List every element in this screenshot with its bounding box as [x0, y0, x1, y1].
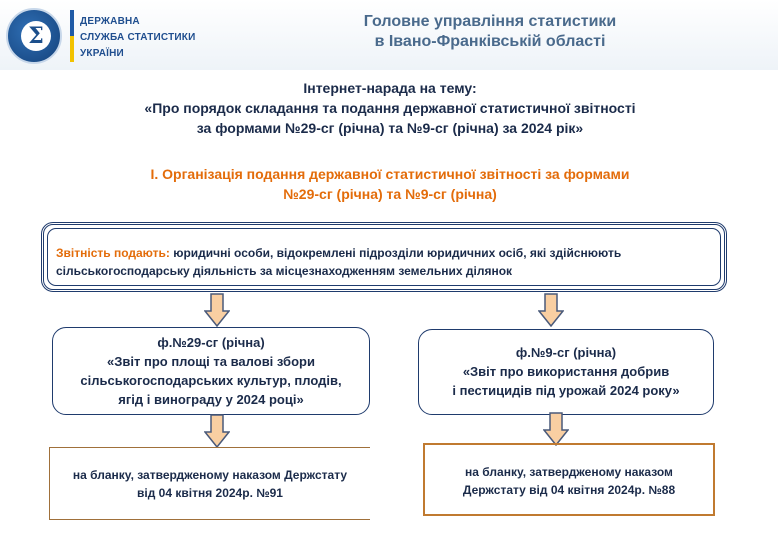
blank-29-line: на бланку, затвердженому наказом Держстату — [72, 468, 348, 482]
meeting-topic-line: «Про порядок складання та подання державної статистичної звітності — [144, 100, 636, 116]
form-29-box — [52, 327, 370, 415]
agency-line: ДЕРЖАВНА — [80, 16, 140, 27]
section-heading-line: І. Організація подання державної статистичної звітності за формами — [150, 166, 630, 182]
form-9-line: і пестицидів під урожай 2024 року» — [452, 383, 680, 398]
agency-name — [80, 14, 196, 62]
reporters-text: юридичні особи, відокремлені підрозділи юридичних осіб, які здійснюють сільськогосподарську діяльність за місцезнаходженням земельних ділянок — [56, 246, 622, 278]
reporters-label: Звітність подають: — [56, 246, 170, 260]
form-29-line: ф.№29-сг (річна) — [157, 335, 265, 350]
agency-line: СЛУЖБА СТАТИСТИКИ — [80, 32, 196, 43]
header-title — [300, 12, 680, 52]
header-banner — [0, 0, 778, 70]
blank-29-line: від 04 квітня 2024р. №91 — [137, 486, 283, 500]
form-29-line: «Звіт про площі та валові збори — [107, 354, 315, 369]
down-arrow-icon — [204, 293, 230, 327]
blank-29-box — [49, 447, 370, 520]
blank-9-line: на бланку, затвердженому наказом — [465, 465, 673, 479]
down-arrow-icon — [204, 414, 230, 448]
meeting-topic — [60, 78, 720, 138]
reporters-box-inner — [47, 228, 721, 286]
blank-9-box — [423, 443, 715, 516]
brand-stripe-blue — [70, 10, 74, 36]
form-29-line: ягід і винограду у 2024 році» — [118, 392, 304, 407]
agency-line: УКРАЇНИ — [80, 48, 124, 59]
section-heading-line: №29-сг (річна) та №9-сг (річна) — [283, 186, 497, 202]
form-9-line: «Звіт про використання добрив — [462, 364, 670, 379]
brand-stripe-yellow — [70, 36, 74, 62]
blank-9-line: Держстату від 04 квітня 2024р. №88 — [462, 483, 676, 497]
meeting-topic-line: Інтернет-нарада на тему: — [303, 80, 477, 96]
sigma-icon: Σ — [21, 21, 51, 51]
header-title-line: в Івано-Франківській області — [374, 33, 606, 50]
form-29-line: сільськогосподарських культур, плодів, — [80, 373, 342, 388]
header-title-line: Головне управління статистики — [363, 13, 617, 30]
meeting-topic-line: за формами №29-сг (річна) та №9-сг (річна) за 2024 рік» — [196, 120, 584, 136]
down-arrow-icon — [538, 293, 564, 327]
section-heading — [60, 164, 720, 204]
down-arrow-icon — [543, 412, 569, 446]
form-9-line: ф.№9-сг (річна) — [515, 345, 617, 360]
form-9-box — [418, 329, 714, 415]
statistics-logo-icon — [6, 8, 62, 64]
reporters-box — [41, 222, 727, 292]
